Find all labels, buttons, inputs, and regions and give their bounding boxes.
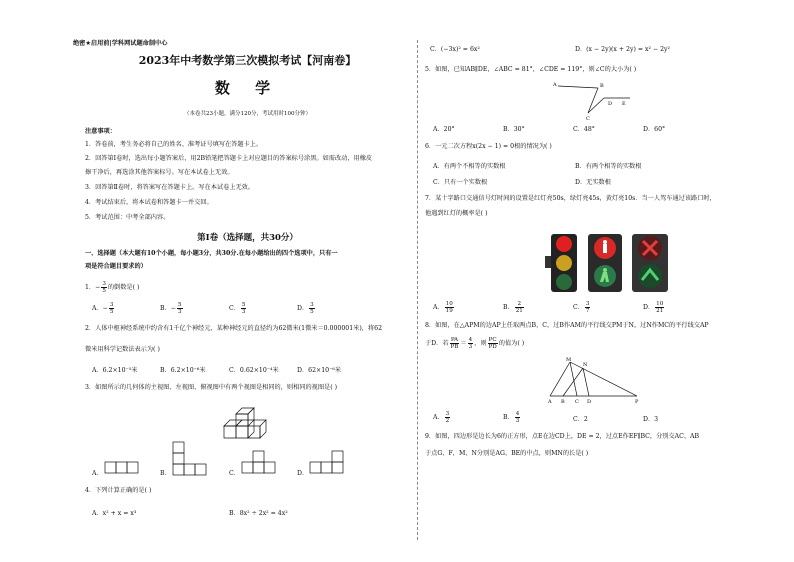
q8-label: N bbox=[583, 362, 588, 368]
question-4: 4．下列计算正确的是( ) bbox=[85, 487, 152, 494]
question-7-cont: 他遇到红灯的概率是( ) bbox=[425, 210, 488, 217]
traffic-lights-image bbox=[543, 232, 671, 294]
q7-option-b: B． $\frac{2}{21}$ bbox=[503, 301, 523, 314]
q3-option-a-label: A． bbox=[92, 470, 103, 477]
q1-option-b: B．− $\frac{5}{3}$ bbox=[160, 302, 182, 315]
question-9: 9．如图，四边形是边长为6的正方形，点E在边CD上，DE = 2，过点E作EF∥BC，分别交AC、AB bbox=[425, 433, 700, 440]
q6-option-d: D．无实数根 bbox=[575, 179, 611, 186]
q8-triangle-figure bbox=[545, 354, 645, 406]
exam-meta: （本卷共23小题，满分120分，考试用时100分钟） bbox=[184, 111, 311, 117]
question-1: 1．− $\frac{3}{5}$ 的倒数是( ) bbox=[85, 281, 140, 294]
q1-option-c: C． $\frac{5}{3}$ bbox=[229, 302, 246, 315]
q2-option-b: B．6.2×10⁻⁶米 bbox=[160, 367, 206, 374]
q5-figure bbox=[550, 78, 640, 122]
part1-instructions: 一、选择题（本大题有10个小题，每小题3分，共30分.在每小题给出的四个选项中，只有一 bbox=[85, 250, 338, 257]
q3-option-b-figure bbox=[172, 440, 208, 476]
q7-option-d: D． $\frac{10}{21}$ bbox=[643, 301, 664, 314]
notice-item: 4．考试结束后，将本试卷和答题卡一并交回。 bbox=[85, 199, 213, 206]
question-2-cont: 微米用科学记数法表示为( ) bbox=[85, 346, 160, 353]
notice-item: 1．答卷前，考生务必将自己的姓名、准考证号填写在答题卡上。 bbox=[85, 141, 263, 148]
header-note: 绝密★启用前|学科网试题命制中心 bbox=[73, 40, 168, 47]
q2-option-a: A．6.2×10⁻⁵米 bbox=[92, 367, 138, 374]
q5-option-b: B．30° bbox=[503, 126, 525, 133]
q4-option-d: D．(x − 2y)(x + 2y) = x² − 2y² bbox=[575, 46, 671, 53]
q6-option-c: C．只有一个实数根 bbox=[433, 179, 488, 186]
lane-light-icon bbox=[632, 234, 668, 292]
notice-item: 5．考试范围：中考全部内容。 bbox=[85, 214, 170, 221]
q6-option-b: B．有两个相等的实数根 bbox=[575, 163, 642, 170]
q5-option-c: C．48° bbox=[573, 126, 595, 133]
q5-label: D bbox=[608, 101, 613, 107]
q2-option-c: C．0.62×10⁻⁴米 bbox=[229, 367, 279, 374]
q5-label: E bbox=[622, 101, 626, 107]
q3-option-d-label: D． bbox=[297, 470, 309, 477]
q8-label: C bbox=[575, 399, 579, 405]
question-8: 8．如图，在△APM的边AP上任取两点B，C，过B作AM的平行线交PM于N，过N作MC的平行线交AP bbox=[425, 322, 709, 329]
q5-label: B bbox=[600, 83, 604, 89]
q8-option-b: B． $\frac{4}{3}$ bbox=[503, 411, 520, 424]
q5-label: C bbox=[586, 116, 590, 122]
question-7: 7．某十字路口交通信号灯时间的设置是红灯亮50s，绿灯亮45s，黄灯亮10s．当一人驾车通过该路口时， bbox=[425, 195, 716, 202]
q5-label: A bbox=[553, 82, 557, 88]
q8-label: B bbox=[561, 399, 565, 405]
question-6: 6．一元二次方程x(2x − 1) = 0根的情况为( ) bbox=[425, 143, 552, 150]
notice-heading: 注意事项： bbox=[85, 128, 116, 135]
page-title: 2023年中考数学第三次模拟考试【河南卷】 bbox=[138, 54, 357, 67]
q3-option-c-figure bbox=[241, 450, 277, 475]
q4-option-b: B．8x² ÷ 2x² = 4x² bbox=[229, 510, 288, 517]
column-divider bbox=[417, 40, 418, 540]
question-8-cont: 于D．若 $\frac{PA}{PB}$ ＝ $\frac{4}{3}$ ，则 $\frac{PC}{PD}$ 的值为( ) bbox=[425, 337, 525, 350]
q3-option-d-figure bbox=[309, 450, 345, 475]
q8-label: D bbox=[587, 399, 592, 405]
q8-option-a: A． $\frac{3}{2}$ bbox=[433, 411, 450, 424]
q8-label: P bbox=[635, 399, 639, 405]
q3-option-b-label: B． bbox=[160, 470, 171, 477]
subject-title: 数 学 bbox=[214, 79, 281, 97]
notice-item: 擦干净后，再选涂其他答案标号。写在本试卷上无效。 bbox=[85, 169, 234, 176]
question-2: 2．人体中枢神经系统中约含有1千亿个神经元，某种神经元的直径约为62微米(1微米＝0.000001米)，将62 bbox=[85, 325, 383, 332]
q8-option-c: C．2 bbox=[573, 416, 588, 423]
q4-option-c: C．(−3x)² = 6x² bbox=[430, 46, 480, 53]
question-9-cont: 于点G、F，M、N分别是AG、BE的中点，则MN的长是( ) bbox=[425, 450, 589, 457]
q5-option-d: D．60° bbox=[643, 126, 666, 133]
q4-option-a: A．x² + x = x³ bbox=[92, 510, 137, 517]
q8-label: A bbox=[548, 399, 552, 405]
question-5: 5．如图，已知AB∥DE，∠ABC = 81°，∠CDE = 119°，则∠C的大小为( ) bbox=[425, 66, 637, 73]
q3-solid-figure bbox=[222, 404, 272, 440]
q7-option-a: A． $\frac{10}{19}$ bbox=[433, 301, 453, 314]
section-title: 第Ⅰ卷（选择题，共30分） bbox=[197, 233, 298, 243]
traffic-light-icon bbox=[545, 234, 577, 292]
q1-option-d: D． $\frac{3}{5}$ bbox=[297, 302, 314, 315]
notice-item: 2．回答第Ⅰ卷时，选出每小题答案后，用2B铅笔把答题卡上对应题目的答案标号涂黑。如需改动，用橡皮 bbox=[85, 155, 373, 162]
pedestrian-light-icon bbox=[588, 234, 622, 292]
q1-option-a: A．− $\frac{3}{5}$ bbox=[92, 302, 114, 315]
q8-option-d: D．3 bbox=[643, 416, 659, 423]
q3-option-c-label: C． bbox=[229, 470, 240, 477]
q5-option-a: A．20° bbox=[433, 126, 455, 133]
q6-option-a: A．有两个不相等的实数根 bbox=[433, 163, 506, 170]
q2-option-d: D．62×10⁻⁶米 bbox=[297, 367, 342, 374]
q3-option-a-figure bbox=[104, 460, 140, 474]
question-3: 3．如图所示的几何体的主视图、左视图、俯视图中有两个视图是相同的，则相同的视图是( ) bbox=[85, 384, 338, 391]
part1-instructions-cont: 项是符合题目要求的） bbox=[85, 263, 147, 270]
q8-label: M bbox=[566, 357, 572, 363]
notice-item: 3．回答第Ⅱ卷时，将答案写在答题卡上。写在本试卷上无效。 bbox=[85, 184, 255, 191]
q7-option-c: C． $\frac{3}{7}$ bbox=[573, 301, 590, 314]
